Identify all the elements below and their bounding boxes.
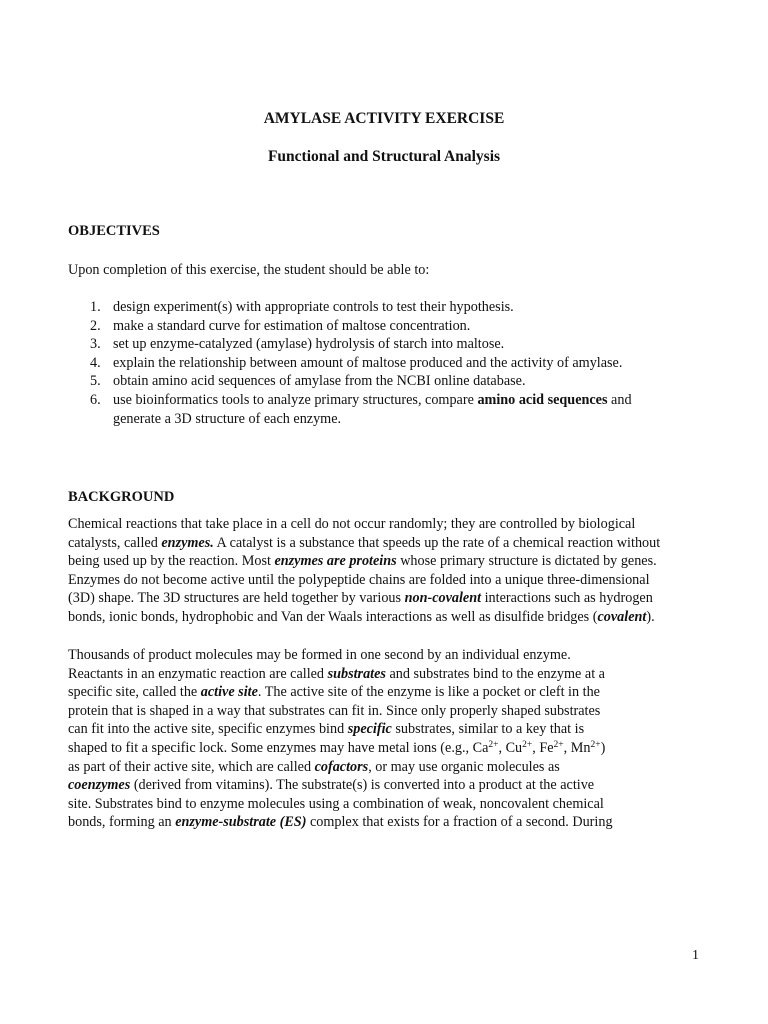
objectives-list	[68, 298, 708, 428]
text-line	[68, 608, 708, 627]
text-line	[68, 589, 708, 608]
list-item	[68, 354, 708, 373]
list-item	[68, 298, 708, 317]
objectives-heading: OBJECTIVES	[68, 223, 160, 239]
emphasis-term: enzymes.	[161, 534, 214, 551]
text-run: Reactants in an enzymatic reaction are called	[68, 665, 328, 682]
list-item	[68, 335, 708, 354]
list-item-number: 6.	[90, 391, 101, 408]
text-run: substrates, similar to a key that is	[391, 721, 585, 738]
page-number: 1	[692, 948, 699, 963]
text-line	[68, 665, 708, 684]
text-line	[68, 739, 708, 758]
list-item-text: obtain amino acid sequences of amylase from the NCBI online database.	[113, 373, 526, 390]
text-run: (3D) shape. The 3D structures are held together by various	[68, 590, 405, 607]
text-run: , Cu	[498, 739, 523, 756]
superscript-charge: 2+	[488, 739, 499, 750]
list-item-number: 4.	[90, 354, 101, 371]
bold-term: amino acid sequences	[477, 391, 608, 408]
emphasis-term: enzymes are proteins	[274, 553, 397, 570]
superscript-charge: 2+	[522, 739, 533, 750]
text-run: specific site, called the	[68, 684, 201, 701]
list-item	[68, 372, 708, 391]
text-run: and substrates bind to the enzyme at a	[385, 665, 605, 682]
emphasis-term: specific	[347, 721, 392, 738]
emphasis-term: substrates	[327, 665, 386, 682]
text-line	[68, 515, 708, 534]
list-item-text: design experiment(s) with appropriate controls to test their hypothesis.	[113, 299, 514, 315]
text-line	[68, 758, 708, 777]
text-run: Chemical reactions that take place in a cell do not occur randomly; they are controlled by biological	[68, 516, 636, 532]
text-run: , Mn	[563, 739, 591, 756]
text-run: Thousands of product molecules may be formed in one second by an individual enzyme.	[68, 647, 571, 663]
text-run: catalysts, called	[68, 534, 162, 551]
text-run: . The active site of the enzyme is like a pocket or cleft in the	[257, 684, 600, 701]
text-run: , or may use organic molecules as	[368, 758, 560, 775]
text-run: being used up by the reaction. Most	[68, 553, 275, 570]
text-run: Enzymes do not become active until the polypeptide chains are folded into a unique three-dimensional	[68, 571, 650, 588]
text-run: as part of their active site, which are called	[68, 758, 315, 775]
text-run: bonds, forming an	[68, 814, 176, 831]
emphasis-term: active site	[200, 684, 258, 701]
objectives-intro: Upon completion of this exercise, the student should be able to:	[68, 262, 430, 278]
document-title: AMYLASE ACTIVITY EXERCISE	[263, 110, 505, 127]
list-item-text-continued: generate a 3D structure of each enzyme.	[113, 410, 342, 427]
text-line	[68, 702, 708, 721]
text-line	[68, 646, 708, 665]
background-paragraph-1	[68, 515, 708, 627]
emphasis-term: non-covalent	[404, 590, 482, 607]
emphasis-term: cofactors	[314, 758, 369, 775]
background-heading: BACKGROUND	[68, 489, 175, 505]
text-run: , Fe	[532, 739, 554, 756]
superscript-charge: 2+	[553, 739, 564, 750]
text-line	[68, 776, 708, 795]
text-run: can fit into the active site, specific enzymes bind	[68, 721, 348, 738]
text-line	[68, 683, 708, 702]
text-line	[68, 720, 708, 739]
text-run: whose primary structure is dictated by genes.	[396, 553, 657, 570]
emphasis-term: enzyme-substrate (ES)	[175, 814, 307, 831]
superscript-charge: 2+	[590, 739, 601, 750]
text-run: A catalyst is a substance that speeds up the rate of a chemical reaction without	[213, 534, 661, 551]
text-run: site. Substrates bind to enzyme molecules using a combination of weak, noncovalent chemical	[68, 795, 604, 812]
text-run: bonds, ionic bonds, hydrophobic and Van der Waals interactions as well as disulfide bridges (	[68, 608, 598, 625]
text-line	[68, 534, 708, 553]
emphasis-term: covalent	[597, 608, 647, 625]
list-item-number: 1.	[90, 299, 101, 315]
text-line	[68, 813, 708, 832]
list-item-text: make a standard curve for estimation of maltose concentration.	[113, 317, 471, 334]
text-run: shaped to fit a specific lock. Some enzymes may have metal ions (e.g., Ca	[68, 739, 489, 756]
text-run: )	[600, 739, 606, 756]
document-subtitle: Functional and Structural Analysis	[267, 148, 501, 165]
list-item-number: 3.	[90, 336, 101, 353]
text-line	[68, 571, 708, 590]
text-run: protein that is shaped in a way that substrates can fit in. Since only properly shaped substrates	[68, 702, 601, 719]
list-item-text: and	[607, 391, 632, 408]
text-run: complex that exists for a fraction of a second. During	[306, 814, 613, 831]
list-item-text: explain the relationship between amount of maltose produced and the activity of amylase.	[113, 354, 623, 371]
list-item-number: 2.	[90, 317, 101, 334]
list-item	[68, 317, 708, 336]
text-line	[68, 795, 708, 814]
list-item-number: 5.	[90, 373, 101, 390]
list-item-text: set up enzyme-catalyzed (amylase) hydrolysis of starch into maltose.	[113, 336, 505, 353]
emphasis-term: coenzymes	[68, 777, 131, 794]
text-run: (derived from vitamins). The substrate(s) is converted into a product at the active	[130, 777, 595, 794]
text-line	[68, 552, 708, 571]
text-run: ).	[646, 608, 655, 625]
background-paragraph-2	[68, 646, 708, 832]
list-item	[68, 391, 708, 428]
list-item-text: use bioinformatics tools to analyze primary structures, compare	[113, 391, 478, 408]
text-run: interactions such as hydrogen	[481, 590, 653, 607]
